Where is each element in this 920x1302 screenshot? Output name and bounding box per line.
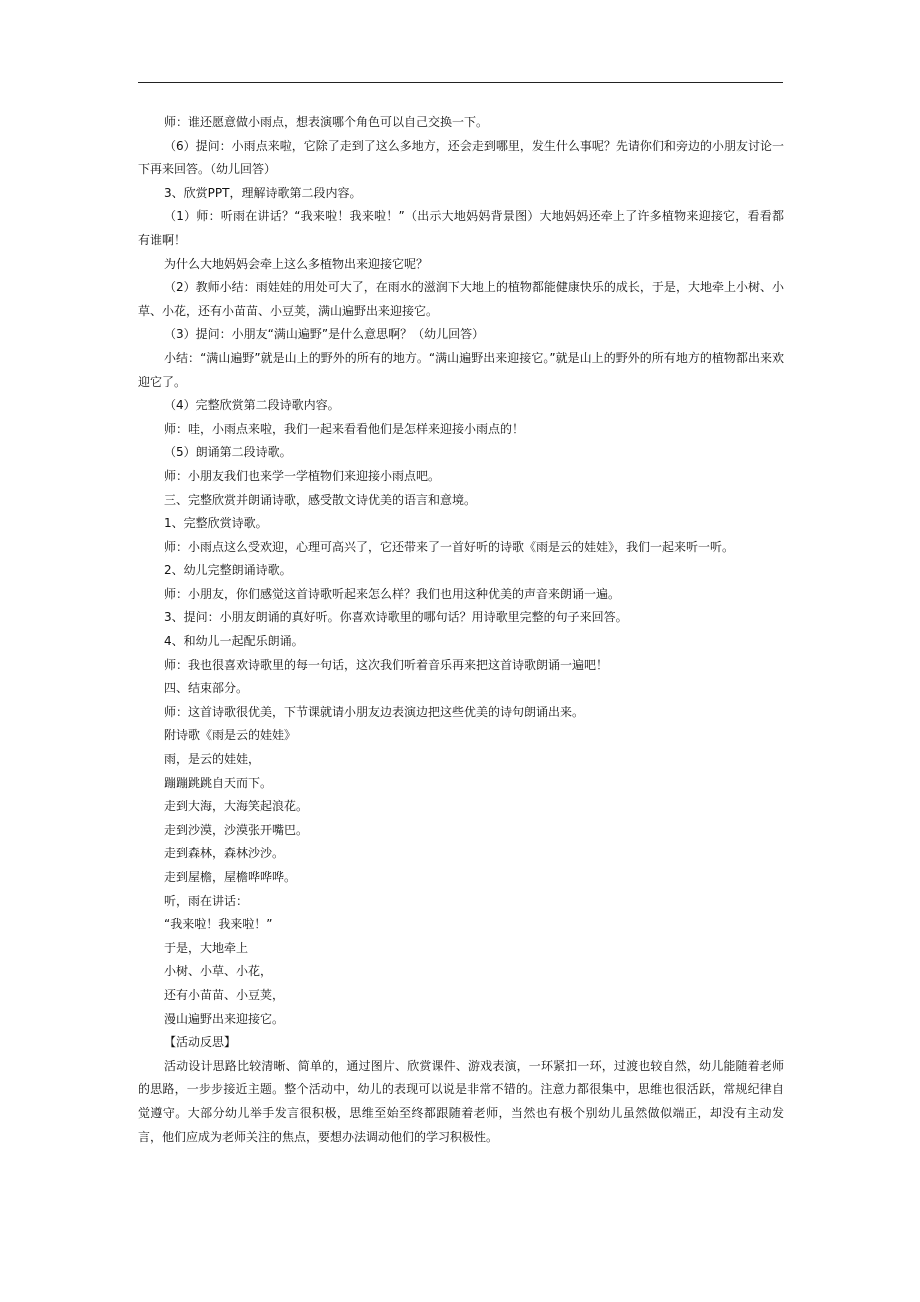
- document-body: [138, 111, 784, 1149]
- paragraph: （4）完整欣赏第二段诗歌内容。: [164, 398, 340, 413]
- paragraph: （1）师：听雨在讲话？“我来啦！我来啦！”（出示大地妈妈背景图）大地妈妈还牵上了许多植物来迎接它，看看都有谁啊！: [138, 209, 784, 247]
- paragraph: 3、提问：小朋友朗诵的真好听。你喜欢诗歌里的哪句话？用诗歌里完整的句子来回答。: [164, 610, 628, 625]
- paragraph: 师：小朋友我们也来学一学植物们来迎接小雨点吧。: [164, 468, 441, 483]
- poem-line: 走到大海，大海笑起浪花。: [164, 799, 309, 814]
- poem-line: 走到沙漠，沙漠张开嘴巴。: [164, 822, 309, 837]
- header-rule: [138, 82, 783, 83]
- poem-line: “我来啦！我来啦！”: [164, 917, 273, 932]
- poem-line: 漫山遍野出来迎接它。: [164, 1011, 285, 1026]
- paragraph: 为什么大地妈妈会牵上这么多植物出来迎接它呢？: [164, 256, 429, 271]
- section-heading: 三、完整欣赏并朗诵诗歌，感受散文诗优美的语言和意境。: [164, 492, 477, 507]
- section-heading: 3、欣赏PPT，理解诗歌第二段内容。: [164, 185, 362, 200]
- section-heading: 1、完整欣赏诗歌。: [164, 516, 268, 531]
- paragraph: 师：这首诗歌很优美，下节课就请小朋友边表演边把这些优美的诗句朗诵出来。: [164, 704, 585, 719]
- paragraph: （3）提问：小朋友“满山遍野”是什么意思啊？（幼儿回答）: [164, 327, 485, 342]
- paragraph: 师：哇，小雨点来啦，我们一起来看看他们是怎样来迎接小雨点的！: [164, 421, 525, 436]
- paragraph: 师：小雨点这么受欢迎，心理可高兴了，它还带来了一首好听的诗歌《雨是云的娃娃》，我们一起来听一听。: [164, 539, 735, 554]
- poem-line: 小树、小草、小花，: [164, 964, 273, 979]
- section-heading: 四、结束部分。: [164, 681, 249, 696]
- paragraph: 师：谁还愿意做小雨点，想表演哪个角色可以自己交换一下。: [164, 115, 489, 129]
- reflection-paragraph: 活动设计思路比较清晰、简单的，通过图片、欣赏课件、游戏表演，一环紧扣一环，过渡也较自然，幼儿能随着老师的思路，一步步接近主题。整个活动中，幼儿的表现可以说是非常不错的。注意力都很集中，思维也很活跃，常规纪律自觉遵守。大部分幼儿举手发言很积极，思维至始至终都跟随着老师，当然也有极个别幼儿虽然做似端正，却没有主动发言，他们应成为老师关注的焦点，要想办法调动他们的学习积极性。: [138, 1058, 784, 1144]
- section-heading: 2、幼儿完整朗诵诗歌。: [164, 563, 292, 578]
- paragraph: （5）朗诵第二段诗歌。: [164, 445, 292, 460]
- reflection-heading: 【活动反思】: [164, 1035, 237, 1050]
- section-heading: 4、和幼儿一起配乐朗诵。: [164, 634, 304, 649]
- poem-line: 走到屋檐，屋檐哗哗哗。: [164, 870, 297, 884]
- paragraph: （2）教师小结：雨娃娃的用处可大了，在雨水的滋润下大地上的植物都能健康快乐的成长，于是，大地牵上小树、小草、小花，还有小苗苗、小豆荚，满山遍野出来迎接它。: [138, 280, 784, 318]
- poem-line: 于是，大地牵上: [164, 940, 249, 955]
- poem-title: 附诗歌《雨是云的娃娃》: [164, 728, 297, 743]
- paragraph: 师：我也很喜欢诗歌里的每一句话，这次我们听着音乐再来把这首诗歌朗诵一遍吧！: [164, 657, 609, 672]
- paragraph: 小结：“满山遍野”就是山上的野外的所有的地方。“满山遍野出来迎接它。”就是山上的野外的所有地方的植物都出来欢迎它了。: [138, 350, 784, 389]
- poem-line: 走到森林，森林沙沙。: [164, 846, 285, 861]
- poem-line: 雨，是云的娃娃，: [164, 752, 261, 767]
- poem-line: 蹦蹦跳跳自天而下。: [164, 775, 273, 790]
- poem-line: 还有小苗苗、小豆荚，: [164, 987, 285, 1002]
- poem-line: 听，雨在讲话：: [164, 893, 249, 908]
- paragraph: 师：小朋友，你们感觉这首诗歌听起来怎么样？我们也用这种优美的声音来朗诵一遍。: [164, 586, 621, 601]
- paragraph: （6）提问：小雨点来啦，它除了走到了这么多地方，还会走到哪里，发生什么事呢？先请你们和旁边的小朋友讨论一下再来回答。（幼儿回答）: [138, 138, 784, 177]
